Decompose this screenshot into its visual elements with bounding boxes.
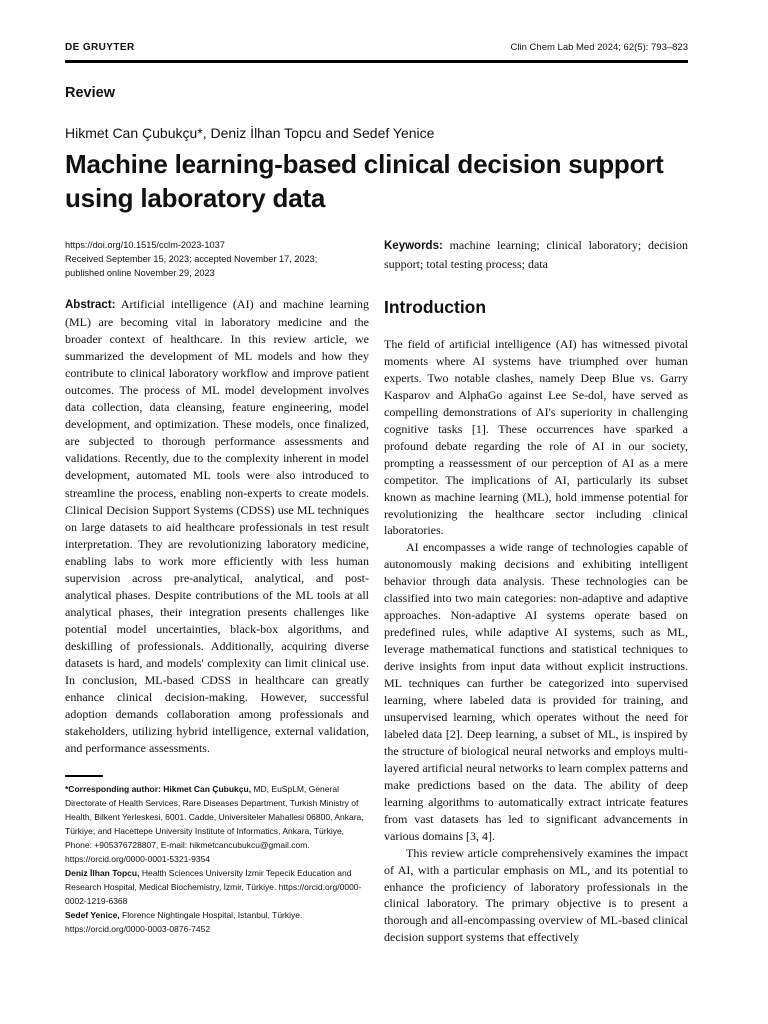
received-date: Received September 15, 2023; accepted November 17, 2023; <box>65 254 318 264</box>
article-type: Review <box>65 85 115 101</box>
footnote-corresponding-text: MD, EuSpLM, General Directorate of Health Services, Rare Diseases Department, Turkish Ministry of Health, Bilkent Yerleskesi, 6001. Cadde, Universiteler Mahallesi 06800, Ankara, Türkiye; and Hacettepe University Institute of Informatics, Ankara, Türkiye, Phone: +905376728807, E-mail: hikmetcancubukcu@gmail.com. https://orcid.org/0000-0001-5321-9354 <box>65 784 364 864</box>
footnote-author3 <box>65 908 373 936</box>
publisher-name: DE GRUYTER <box>65 42 135 53</box>
introduction-paragraph: The field of artificial intelligence (AI) has witnessed pivotal moments where AI systems have triumphed over human experts. Two notable clashes, namely Deep Blue vs. Garry Kasparov and AlphaGo against Lee Se-dol, have served as compelling demonstrations of AI's superiority in challenging cognitive tasks [1]. These occurrences have sparked a profound debate regarding the role of AI in our society, prompting a reassessment of our perception of AI as a mere competitor. The implications of AI, particularly its subset known as machine learning (ML), hold immense potential for revolutionizing the healthcare sector including clinical laboratories. <box>384 337 688 538</box>
keywords-text: machine learning; clinical laboratory; decision support; total testing process; data <box>384 238 689 271</box>
footnote-author3-name: Sedef Yenice, <box>65 910 120 920</box>
footnote-author2-name: Deniz İlhan Topcu, <box>65 868 140 878</box>
author-list: Hikmet Can Çubukçu*, Deniz İlhan Topcu and Sedef Yenice <box>65 125 435 141</box>
introduction-heading: Introduction <box>384 297 487 317</box>
keywords <box>384 236 688 273</box>
abstract-label: Abstract: <box>65 299 116 311</box>
introduction-body <box>384 336 688 946</box>
header-rule <box>65 60 688 63</box>
article-title: Machine learning-based clinical decision support using laboratory data <box>65 149 664 213</box>
doi-link[interactable]: https://doi.org/10.1515/cclm-2023-1037 <box>65 240 225 250</box>
footnote-author3-text: Florence Nightingale Hospital, Istanbul, Türkiye. https://orcid.org/0000-0003-0876-7452 <box>65 910 303 934</box>
footnote-author2-text: Health Sciences University İzmir Tepecik Education and Research Hospital, Medical Biochemistry, İzmir, Türkiye. https://orcid.org/0000-0002-1219-6368 <box>65 868 362 906</box>
published-date: published online November 29, 2023 <box>65 268 215 278</box>
introduction-paragraph: AI encompasses a wide range of technologies capable of autonomously making decisions and exhibiting intelligent behavior through data analysis. These technologies can be classified into two main categories: non-adaptive and adaptive approaches. Non-adaptive AI systems operate based on predefined rules, while adaptive AI systems, such as ML, leverage mathematical functions and statistical techniques to derive insights from input data without explicit instructions. ML techniques can further be categorized into supervised learning, where labeled data is provided for training, and unsupervised learning, which operates without the need for labeled data [2]. Deep learning, a subset of ML, is inspired by the structure of biological neural networks and employs multi-layered artificial neural networks to learn complex patterns and make predictions based on the data. The ability of deep learning algorithms to automatically extract intricate features from vast datasets has led to significant advancements in various domains [3, 4]. <box>384 540 688 843</box>
journal-citation: Clin Chem Lab Med 2024; 62(5): 793–823 <box>510 42 688 53</box>
footnote-corresponding-name: *Corresponding author: Hikmet Can Çubukçu, <box>65 784 252 794</box>
abstract <box>65 296 369 757</box>
abstract-text: Artificial intelligence (AI) and machine learning (ML) are becoming vital in laboratory medicine and the broader context of healthcare. In this review article, we summarized the development of ML models and how they contribute to clinical laboratory workflow and improve patient outcomes. The process of ML model development involves data collection, data cleansing, feature engineering, model development, and optimization. These models, once finalized, are subjected to thorough performance assessments and validations. Recently, due to the complexity inherent in model development, automated ML tools were also introduced to streamline the process, enabling non-experts to create models. Clinical Decision Support Systems (CDSS) use ML techniques on large datasets to aid healthcare professionals in test result interpretation. They are revolutionizing laboratory medicine, enabling labs to work more efficiently with less human supervision across pre-analytical, analytical, and post-analytical phases. Despite contributions of the ML tools at all analytical phases, their integration presents challenges like potential model uncertainties, black-box algorithms, and deskilling of professionals. Additionally, acquiring diverse datasets is hard, and models' complexity can limit clinical use. In conclusion, ML-based CDSS in healthcare can greatly enhance clinical decision-making. However, successful adoption demands collaboration among professionals and stakeholders, utilizing hybrid intelligence, external validation, and performance assessments. <box>65 297 369 756</box>
footnote-rule <box>65 775 103 777</box>
article-meta <box>65 238 355 280</box>
footnote-author2 <box>65 866 373 908</box>
footnote-corresponding <box>65 782 373 866</box>
author-footnotes <box>65 782 373 936</box>
keywords-label: Keywords: <box>384 240 443 252</box>
introduction-paragraph: This review article comprehensively examines the impact of AI, with a particular emphasis on ML, and its potential to enhance the proficiency of laboratory professionals in the clinical laboratory. The primary objective is to present a thorough and all-encompassing overview of ML-based clinical decision support systems that effectively <box>384 845 688 945</box>
running-header <box>65 40 688 56</box>
